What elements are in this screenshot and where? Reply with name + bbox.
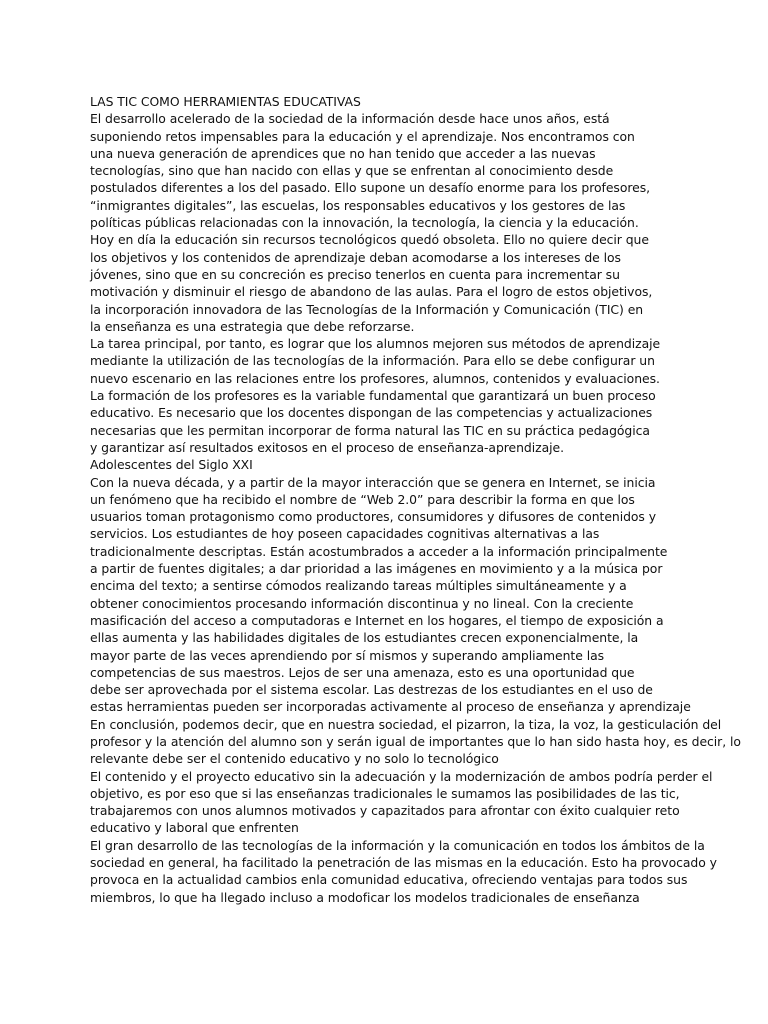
text-line: educativo. Es necesario que los docentes dispongan de las competencias y actualizaciones <box>90 405 653 421</box>
text-line: relevante debe ser el contenido educativo y no solo lo tecnológico <box>90 751 499 767</box>
document-title: LAS TIC COMO HERRAMIENTAS EDUCATIVAS <box>90 94 361 109</box>
text-line: la enseñanza es una estrategia que debe reforzarse. <box>90 318 415 334</box>
text-line: masificación del acceso a computadoras e Internet en los hogares, el tiempo de exposición a <box>90 612 664 628</box>
text-line: postulados diferentes a los del pasado. Ello supone un desafío enorme para los profesores, <box>90 180 650 196</box>
text-line: Con la nueva década, y a partir de la mayor interacción que se genera en Internet, se inicia <box>90 474 656 490</box>
document-page <box>90 93 741 906</box>
text-line: “inmigrantes digitales”, las escuelas, los responsables educativos y los gestores de las <box>90 197 626 213</box>
text-line: La tarea principal, por tanto, es lograr que los alumnos mejoren sus métodos de aprendizaje <box>90 336 661 352</box>
text-line: usuarios toman protagonismo como productores, consumidores y difusores de contenidos y <box>90 509 657 525</box>
text-line: suponiendo retos impensables para la educación y el aprendizaje. Nos encontramos con <box>90 128 635 144</box>
text-line: estas herramientas pueden ser incorporadas activamente al proceso de enseñanza y aprendizaje <box>90 699 691 715</box>
text-line: una nueva generación de aprendices que no han tenido que acceder a las nuevas <box>90 145 596 161</box>
text-line: nuevo escenario en las relaciones entre los profesores, alumnos, contenidos y evaluaciones. <box>90 370 660 386</box>
text-line: miembros, lo que ha llegado incluso a modoficar los modelos tradicionales de enseñanza <box>90 889 640 905</box>
text-line: motivación y disminuir el riesgo de abandono de las aulas. Para el logro de estos objetivos, <box>90 284 653 300</box>
section-heading: Adolescentes del Siglo XXI <box>90 457 253 473</box>
text-line: políticas públicas relacionadas con la innovación, la tecnología, la ciencia y la educación. <box>90 215 639 231</box>
text-line: debe ser aprovechada por el sistema escolar. Las destrezas de los estudiantes en el uso de <box>90 682 653 698</box>
text-line: La formación de los profesores es la variable fundamental que garantizará un buen proceso <box>90 388 656 404</box>
text-line: El gran desarrollo de las tecnologías de la información y la comunicación en todos los ámbitos de la <box>90 837 705 853</box>
text-line: los objetivos y los contenidos de aprendizaje deban acomodarse a los intereses de los <box>90 249 621 265</box>
text-line: necesarias que les permitan incorporar de forma natural las TIC en su práctica pedagógica <box>90 422 650 438</box>
text-line: profesor y la atención del alumno son y serán igual de importantes que lo han sido hasta hoy, es decir, lo <box>90 733 741 749</box>
text-line: servicios. Los estudiantes de hoy poseen capacidades cognitivas alternativas a las <box>90 526 600 542</box>
text-line: El desarrollo acelerado de la sociedad de la información desde hace unos años, está <box>90 111 610 127</box>
text-line: encima del texto; a sentirse cómodos realizando tareas múltiples simultáneamente y a <box>90 578 627 594</box>
text-line: competencias de sus maestros. Lejos de ser una amenaza, esto es una oportunidad que <box>90 664 635 680</box>
text-line: trabajaremos con unos alumnos motivados y capazitados para afrontar con éxito cualquier reto <box>90 803 680 819</box>
text-line: Hoy en día la educación sin recursos tecnológicos quedó obsoleta. Ello no quiere decir que <box>90 232 649 248</box>
text-line: la incorporación innovadora de las Tecnologías de la Información y Comunicación (TIC) en <box>90 301 644 317</box>
text-line: sociedad en general, ha facilitado la penetración de las mismas en la educación. Esto ha provocado y <box>90 855 717 871</box>
text-line: tradicionalmente descriptas. Están acostumbrados a acceder a la información principalmente <box>90 543 668 559</box>
text-line: En conclusión, podemos decir, que en nuestra sociedad, el pizarron, la tiza, la voz, la gesticulación del <box>90 716 722 732</box>
text-line: un fenómeno que ha recibido el nombre de “Web 2.0” para describir la forma en que los <box>90 491 635 507</box>
text-line: mediante la utilización de las tecnologías de la información. Para ello se debe configurar un <box>90 353 655 369</box>
text-line: obtener conocimientos procesando información discontinua y no lineal. Con la creciente <box>90 595 634 611</box>
text-line: jóvenes, sino que en su concreción es preciso tenerlos en cuenta para incrementar su <box>90 266 620 282</box>
text-line: provoca en la actualidad cambios enla comunidad educativa, ofreciendo ventajas para todos sus <box>90 872 688 888</box>
text-line: tecnologías, sino que han nacido con ellas y que se enfrentan al conocimiento desde <box>90 163 614 179</box>
text-line: objetivo, es por eso que si las enseñanzas tradicionales le sumamos las posibilidades de las tic, <box>90 785 680 801</box>
text-line: a partir de fuentes digitales; a dar prioridad a las imágenes en movimiento y a la música por <box>90 561 663 577</box>
text-line: educativo y laboral que enfrenten <box>90 820 299 836</box>
text-line: mayor parte de las veces aprendiendo por sí mismos y superando ampliamente las <box>90 647 605 663</box>
text-line: El contenido y el proyecto educativo sin la adecuación y la modernización de ambos podría perder el <box>90 768 713 784</box>
text-line: ellas aumenta y las habilidades digitales de los estudiantes crecen exponencialmente, la <box>90 630 639 646</box>
text-line: y garantizar así resultados exitosos en el proceso de enseñanza-aprendizaje. <box>90 439 564 455</box>
